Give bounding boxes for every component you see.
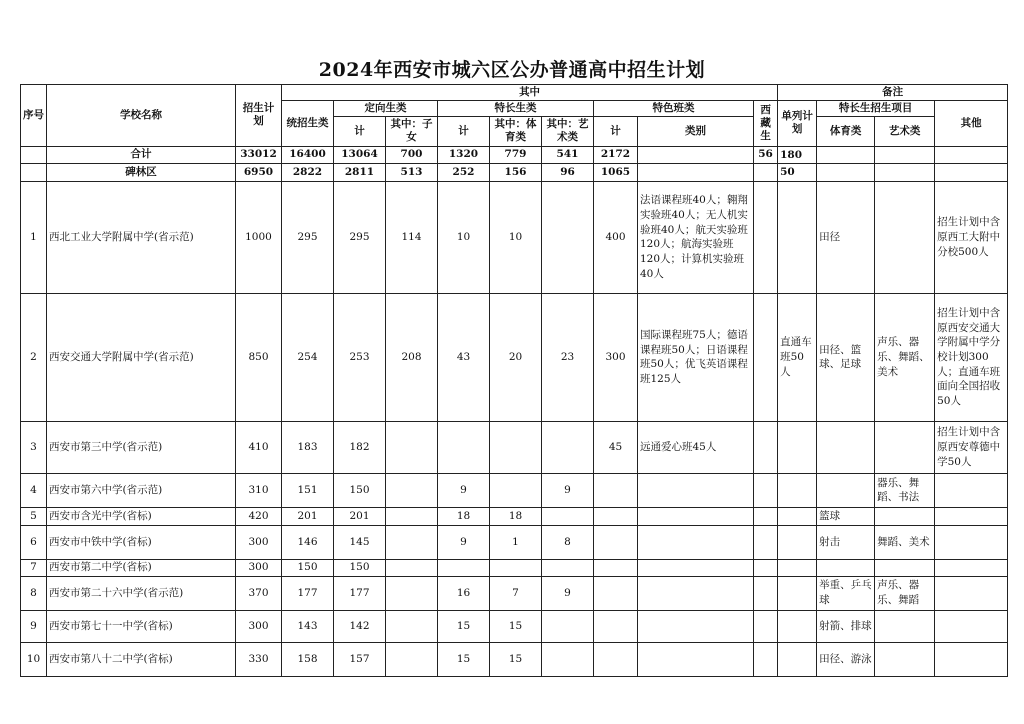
tibet-cell (754, 507, 778, 525)
sports-items-cell: 射箭、排球 (817, 610, 875, 642)
arts-items-cell (875, 164, 935, 182)
special-sports-cell: 15 (490, 610, 542, 642)
special-sports-cell: 1 (490, 525, 542, 559)
feature-type-cell (638, 525, 754, 559)
seq-cell: 5 (21, 507, 47, 525)
arts-items-cell (875, 559, 935, 576)
sports-items-cell: 田径 (817, 181, 875, 293)
special-sports-cell: 156 (490, 164, 542, 182)
table-row (21, 421, 1008, 473)
table-row (21, 164, 1008, 182)
special-arts-cell (542, 559, 594, 576)
directed-total-cell: 150 (334, 473, 386, 507)
sports-items-cell (817, 164, 875, 182)
arts-items-cell (875, 610, 935, 642)
seq-cell: 10 (21, 642, 47, 676)
feature-type-cell (638, 559, 754, 576)
seq-cell: 8 (21, 576, 47, 610)
feature-total-cell (594, 559, 638, 576)
table-row (21, 146, 1008, 164)
header-special: 特长生类 (438, 101, 594, 117)
sports-items-cell (817, 421, 875, 473)
header-directed-total: 计 (334, 117, 386, 146)
tibet-cell: 56 (754, 146, 778, 164)
directed-children-cell: 208 (386, 293, 438, 421)
table-row (21, 610, 1008, 642)
directed-children-cell (386, 576, 438, 610)
school-name: 西安市含光中学(省标) (47, 507, 236, 525)
header-remarks: 备注 (778, 85, 1008, 101)
directed-children-cell: 114 (386, 181, 438, 293)
special-sports-cell (490, 559, 542, 576)
special-arts-cell: 8 (542, 525, 594, 559)
plan-cell: 370 (236, 576, 282, 610)
tibet-cell (754, 642, 778, 676)
special-sports-cell: 10 (490, 181, 542, 293)
plan-cell: 33012 (236, 146, 282, 164)
seq-cell: 4 (21, 473, 47, 507)
single-plan-cell (778, 525, 817, 559)
table-row (21, 576, 1008, 610)
header-tibet: 西藏生 (754, 101, 778, 146)
unified-cell: 177 (282, 576, 334, 610)
header-special-sports: 其中：体育类 (490, 117, 542, 146)
special-total-cell: 15 (438, 610, 490, 642)
directed-total-cell: 253 (334, 293, 386, 421)
special-arts-cell: 541 (542, 146, 594, 164)
special-arts-cell (542, 181, 594, 293)
tibet-cell (754, 164, 778, 182)
other-notes-cell (935, 525, 1008, 559)
unified-cell: 158 (282, 642, 334, 676)
table-row (21, 181, 1008, 293)
arts-items-cell: 声乐、器乐、舞蹈、美术 (875, 293, 935, 421)
plan-cell: 310 (236, 473, 282, 507)
special-total-cell (438, 421, 490, 473)
arts-items-cell (875, 642, 935, 676)
table-row (21, 473, 1008, 507)
arts-items-cell (875, 181, 935, 293)
header-among: 其中 (282, 85, 778, 101)
special-sports-cell: 20 (490, 293, 542, 421)
feature-total-cell: 2172 (594, 146, 638, 164)
arts-items-cell: 舞蹈、美术 (875, 525, 935, 559)
special-total-cell: 43 (438, 293, 490, 421)
plan-cell: 300 (236, 525, 282, 559)
special-total-cell: 9 (438, 525, 490, 559)
tibet-cell (754, 293, 778, 421)
sports-items-cell: 举重、乒乓球 (817, 576, 875, 610)
sports-items-cell: 田径、游泳 (817, 642, 875, 676)
table-row (21, 293, 1008, 421)
school-name: 西安市第八十二中学(省标) (47, 642, 236, 676)
tibet-cell (754, 559, 778, 576)
plan-cell: 300 (236, 610, 282, 642)
directed-total-cell: 145 (334, 525, 386, 559)
directed-total-cell: 150 (334, 559, 386, 576)
plan-cell: 1000 (236, 181, 282, 293)
arts-items-cell: 器乐、舞蹈、书法 (875, 473, 935, 507)
school-name: 西安市第六中学(省示范) (47, 473, 236, 507)
directed-children-cell (386, 610, 438, 642)
other-notes-cell (935, 507, 1008, 525)
feature-total-cell: 45 (594, 421, 638, 473)
special-sports-cell: 18 (490, 507, 542, 525)
special-arts-cell (542, 642, 594, 676)
plan-cell: 410 (236, 421, 282, 473)
directed-children-cell: 700 (386, 146, 438, 164)
special-total-cell (438, 559, 490, 576)
header-arts: 艺术类 (875, 117, 935, 146)
single-plan-cell (778, 642, 817, 676)
feature-type-cell (638, 507, 754, 525)
feature-type-cell: 国际课程班75人；德语课程班50人；日语课程班50人；优飞英语课程班125人 (638, 293, 754, 421)
directed-children-cell (386, 507, 438, 525)
feature-total-cell (594, 610, 638, 642)
header-seq: 序号 (21, 85, 47, 147)
seq-cell (21, 146, 47, 164)
special-total-cell: 10 (438, 181, 490, 293)
feature-total-cell (594, 473, 638, 507)
special-total-cell: 9 (438, 473, 490, 507)
directed-total-cell: 295 (334, 181, 386, 293)
directed-children-cell (386, 559, 438, 576)
seq-cell: 2 (21, 293, 47, 421)
other-notes-cell: 招生计划中含原西安尊德中学50人 (935, 421, 1008, 473)
feature-type-cell: 法语课程班40人；翱翔实验班40人；无人机实验班40人；航天实验班120人；航海实验班120人；计算机实验班40人 (638, 181, 754, 293)
special-arts-cell: 9 (542, 576, 594, 610)
other-notes-cell (935, 610, 1008, 642)
special-sports-cell (490, 473, 542, 507)
other-notes-cell: 招生计划中含原西工大附中分校500人 (935, 181, 1008, 293)
tibet-cell (754, 610, 778, 642)
unified-cell: 143 (282, 610, 334, 642)
plan-cell: 330 (236, 642, 282, 676)
feature-total-cell: 1065 (594, 164, 638, 182)
feature-total-cell: 400 (594, 181, 638, 293)
header-unified: 统招生类 (282, 101, 334, 146)
single-plan-cell (778, 507, 817, 525)
directed-total-cell: 177 (334, 576, 386, 610)
single-plan-cell: 50 (778, 164, 817, 182)
header-special-items: 特长生招生项目 (817, 101, 935, 117)
seq-cell: 9 (21, 610, 47, 642)
special-arts-cell (542, 421, 594, 473)
feature-type-cell (638, 473, 754, 507)
arts-items-cell (875, 146, 935, 164)
special-total-cell: 252 (438, 164, 490, 182)
special-total-cell: 15 (438, 642, 490, 676)
special-arts-cell: 96 (542, 164, 594, 182)
header-school: 学校名称 (47, 85, 236, 147)
table-row (21, 525, 1008, 559)
unified-cell: 16400 (282, 146, 334, 164)
special-total-cell: 1320 (438, 146, 490, 164)
single-plan-cell: 180 (778, 146, 817, 164)
other-notes-cell (935, 164, 1008, 182)
directed-total-cell: 201 (334, 507, 386, 525)
directed-total-cell: 2811 (334, 164, 386, 182)
directed-total-cell: 13064 (334, 146, 386, 164)
other-notes-cell (935, 146, 1008, 164)
feature-type-cell (638, 610, 754, 642)
arts-items-cell (875, 507, 935, 525)
tibet-cell (754, 525, 778, 559)
header-single-plan: 单列计划 (778, 101, 817, 146)
header-feature: 特色班类 (594, 101, 754, 117)
tibet-cell (754, 181, 778, 293)
directed-children-cell (386, 642, 438, 676)
sports-items-cell: 射击 (817, 525, 875, 559)
enrollment-table (20, 84, 1008, 677)
header-sports: 体育类 (817, 117, 875, 146)
single-plan-cell (778, 473, 817, 507)
unified-cell: 201 (282, 507, 334, 525)
other-notes-cell (935, 473, 1008, 507)
header-feature-type: 类别 (638, 117, 754, 146)
header-other: 其他 (935, 101, 1008, 146)
seq-cell: 1 (21, 181, 47, 293)
header-directed: 定向生类 (334, 101, 438, 117)
special-total-cell: 16 (438, 576, 490, 610)
plan-cell: 850 (236, 293, 282, 421)
sports-items-cell: 篮球 (817, 507, 875, 525)
arts-items-cell: 声乐、器乐、舞蹈 (875, 576, 935, 610)
other-notes-cell (935, 559, 1008, 576)
school-name: 西安交通大学附属中学(省示范) (47, 293, 236, 421)
header-special-arts: 其中：艺术类 (542, 117, 594, 146)
tibet-cell (754, 421, 778, 473)
sports-items-cell (817, 559, 875, 576)
feature-total-cell (594, 576, 638, 610)
other-notes-cell (935, 642, 1008, 676)
header-plan: 招生计划 (236, 85, 282, 147)
school-name: 西安市第二十六中学(省示范) (47, 576, 236, 610)
unified-cell: 151 (282, 473, 334, 507)
school-name: 西北工业大学附属中学(省示范) (47, 181, 236, 293)
feature-type-cell (638, 642, 754, 676)
feature-type-cell (638, 576, 754, 610)
feature-type-cell: 远通爱心班45人 (638, 421, 754, 473)
table-row (21, 642, 1008, 676)
plan-cell: 300 (236, 559, 282, 576)
tibet-cell (754, 473, 778, 507)
special-arts-cell: 9 (542, 473, 594, 507)
single-plan-cell (778, 610, 817, 642)
single-plan-cell (778, 181, 817, 293)
special-sports-cell: 7 (490, 576, 542, 610)
feature-type-cell (638, 164, 754, 182)
sports-items-cell (817, 473, 875, 507)
directed-total-cell: 157 (334, 642, 386, 676)
table-row (21, 507, 1008, 525)
single-plan-cell (778, 576, 817, 610)
other-notes-cell (935, 576, 1008, 610)
plan-cell: 6950 (236, 164, 282, 182)
directed-children-cell (386, 525, 438, 559)
tibet-cell (754, 576, 778, 610)
plan-cell: 420 (236, 507, 282, 525)
header-feature-total: 计 (594, 117, 638, 146)
feature-total-cell: 300 (594, 293, 638, 421)
special-sports-cell: 779 (490, 146, 542, 164)
unified-cell: 295 (282, 181, 334, 293)
school-name: 碑林区 (47, 164, 236, 182)
single-plan-cell (778, 421, 817, 473)
sports-items-cell: 田径、篮球、足球 (817, 293, 875, 421)
directed-children-cell: 513 (386, 164, 438, 182)
special-sports-cell: 15 (490, 642, 542, 676)
school-name: 西安市第七十一中学(省标) (47, 610, 236, 642)
feature-type-cell (638, 146, 754, 164)
feature-total-cell (594, 642, 638, 676)
school-name: 西安市第二中学(省标) (47, 559, 236, 576)
sports-items-cell (817, 146, 875, 164)
school-name: 西安市第三中学(省示范) (47, 421, 236, 473)
seq-cell (21, 164, 47, 182)
header-special-total: 计 (438, 117, 490, 146)
seq-cell: 6 (21, 525, 47, 559)
directed-total-cell: 182 (334, 421, 386, 473)
unified-cell: 183 (282, 421, 334, 473)
directed-children-cell (386, 421, 438, 473)
unified-cell: 146 (282, 525, 334, 559)
feature-total-cell (594, 507, 638, 525)
school-name: 合计 (47, 146, 236, 164)
unified-cell: 2822 (282, 164, 334, 182)
special-sports-cell (490, 421, 542, 473)
arts-items-cell (875, 421, 935, 473)
page-title: 2024年西安市城六区公办普通高中招生计划 (318, 59, 706, 81)
school-name: 西安市中铁中学(省标) (47, 525, 236, 559)
seq-cell: 3 (21, 421, 47, 473)
single-plan-cell (778, 559, 817, 576)
special-total-cell: 18 (438, 507, 490, 525)
single-plan-cell: 直通车班50人 (778, 293, 817, 421)
directed-total-cell: 142 (334, 610, 386, 642)
special-arts-cell: 23 (542, 293, 594, 421)
feature-total-cell (594, 525, 638, 559)
special-arts-cell (542, 507, 594, 525)
table-row (21, 559, 1008, 576)
seq-cell: 7 (21, 559, 47, 576)
header-directed-children: 其中：子女 (386, 117, 438, 146)
special-arts-cell (542, 610, 594, 642)
unified-cell: 150 (282, 559, 334, 576)
other-notes-cell: 招生计划中含原西安交通大学附属中学分校计划300人；直通车班面向全国招收50人 (935, 293, 1008, 421)
unified-cell: 254 (282, 293, 334, 421)
directed-children-cell (386, 473, 438, 507)
